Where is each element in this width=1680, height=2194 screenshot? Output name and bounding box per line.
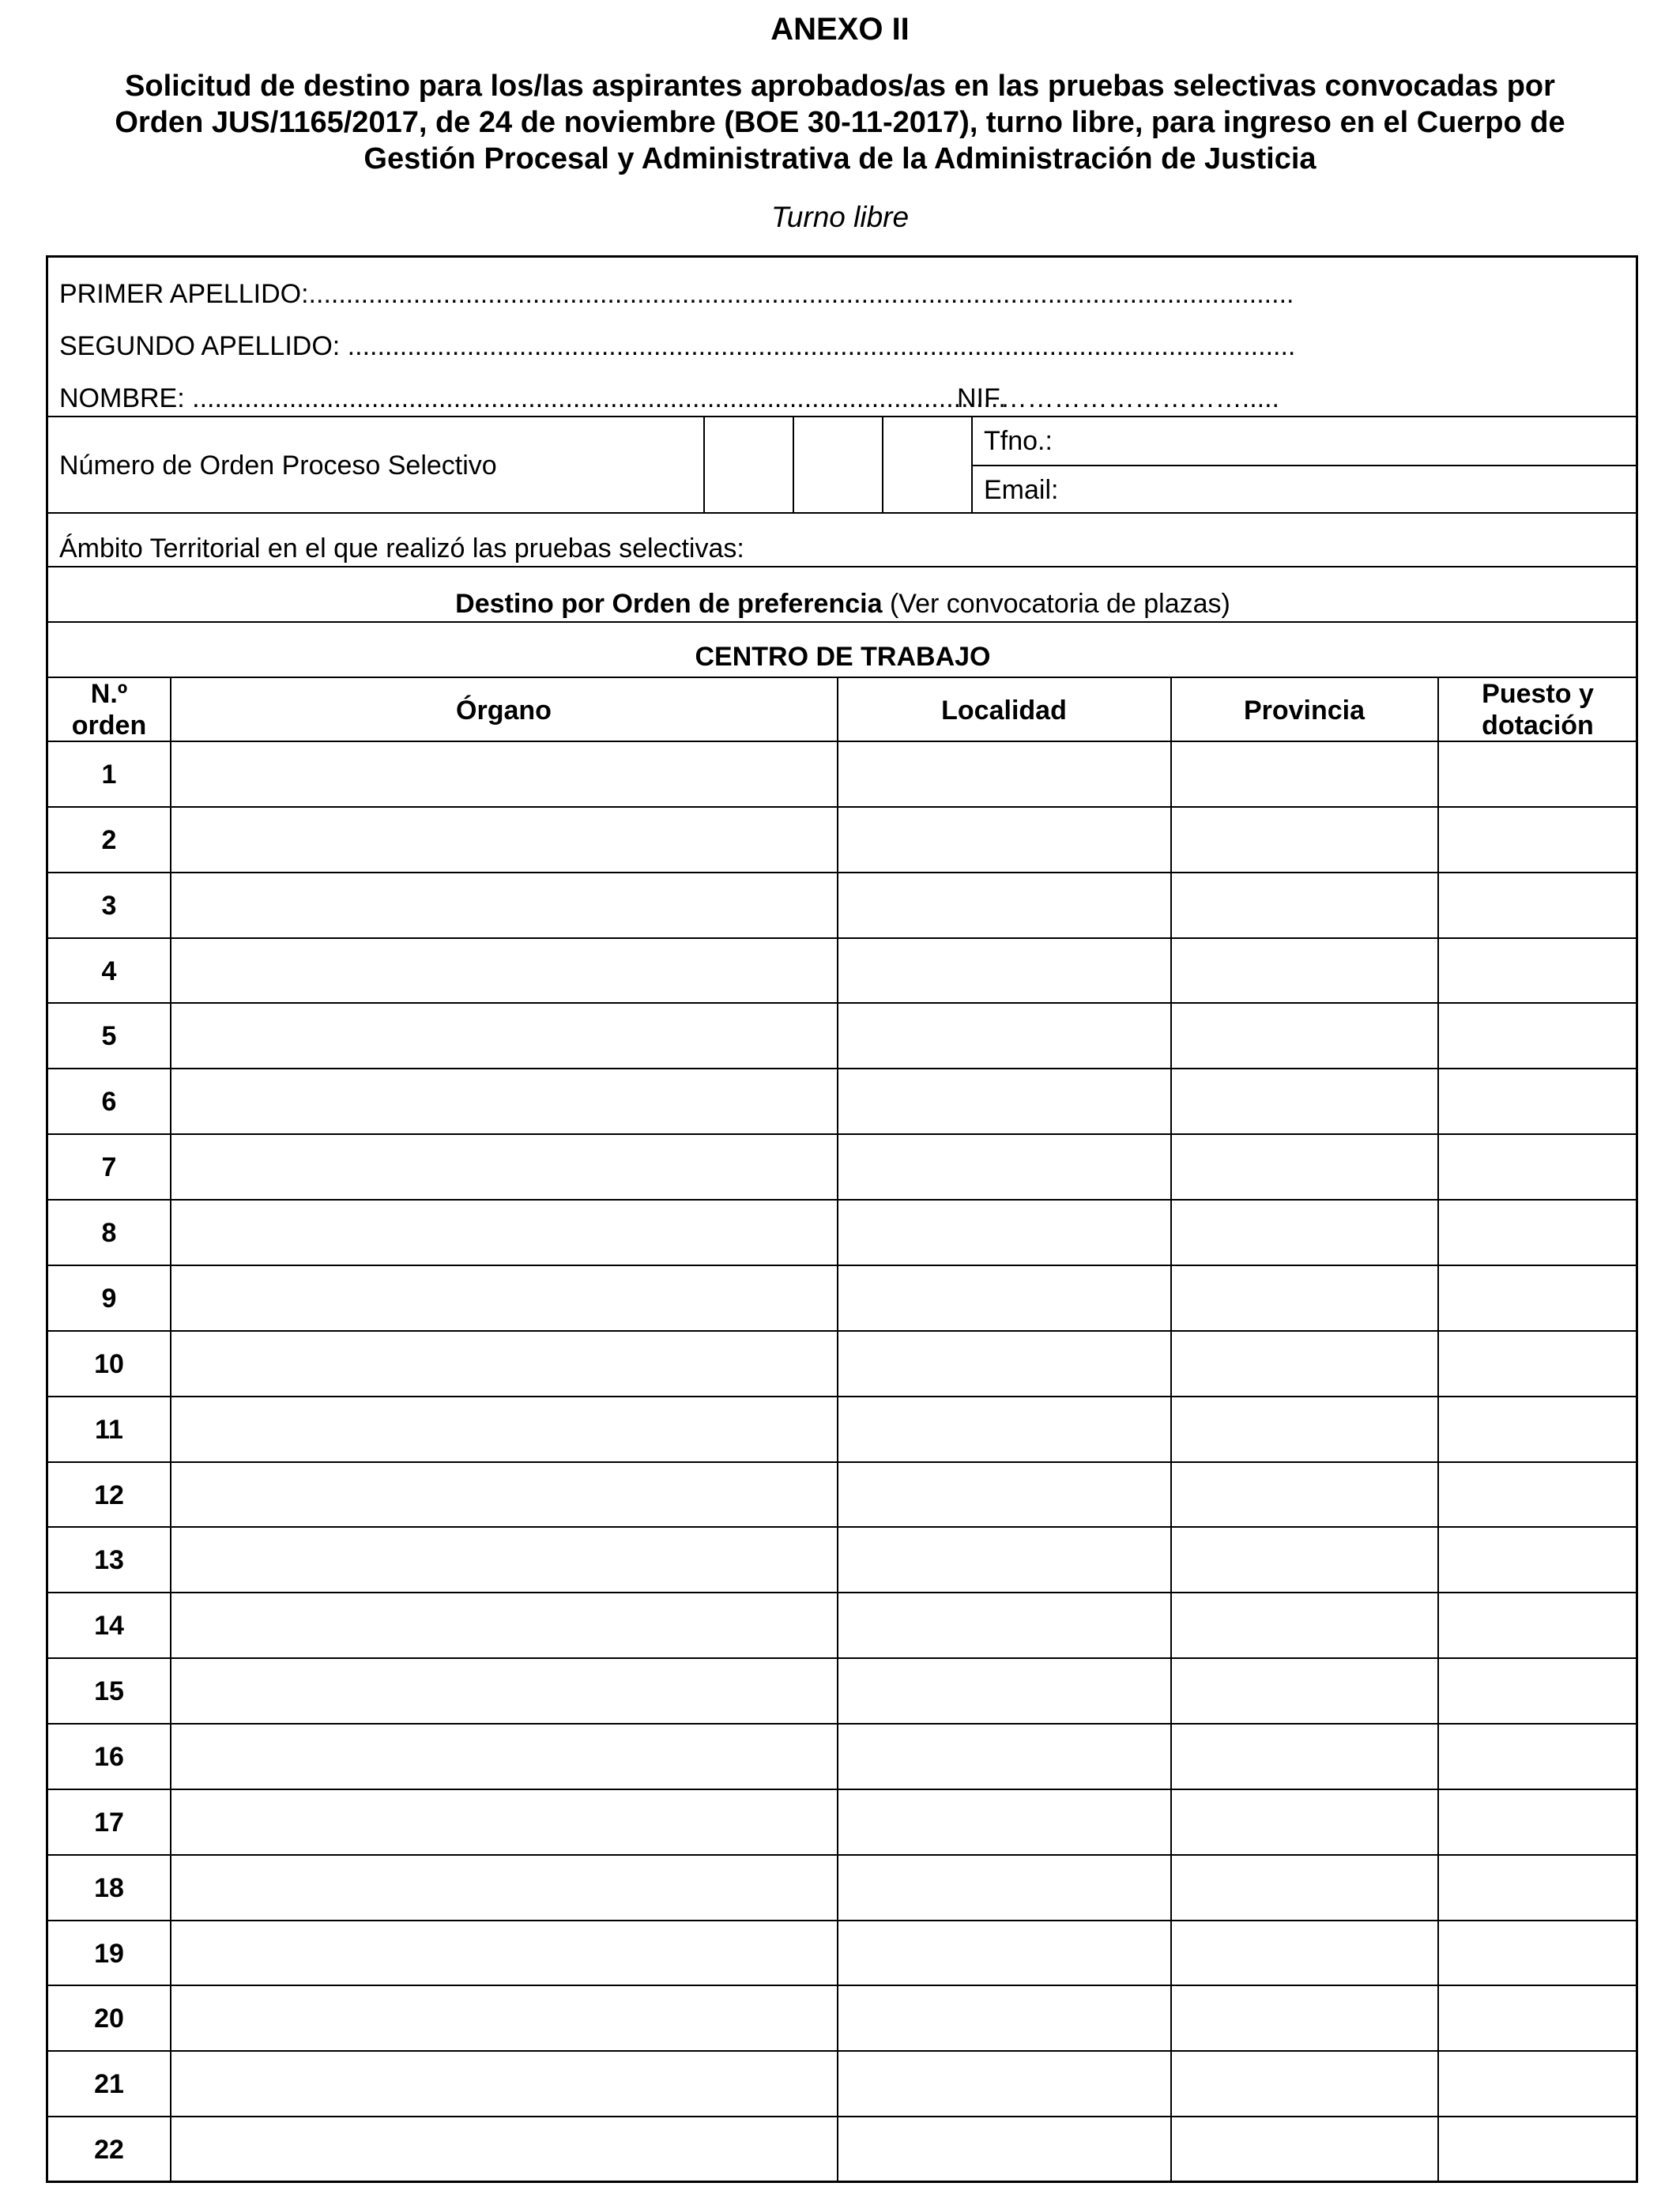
localidad-cell[interactable] xyxy=(838,1857,1170,1920)
row-number: 5 xyxy=(101,1021,117,1052)
puesto-cell[interactable] xyxy=(1439,874,1637,937)
divider xyxy=(48,566,1637,567)
email-field[interactable]: Email: xyxy=(984,475,1059,505)
organo-cell[interactable] xyxy=(171,1857,836,1920)
nombre-field[interactable]: NOMBRE: ............................................................................................................. xyxy=(59,383,1006,413)
provincia-cell[interactable] xyxy=(1172,1267,1437,1330)
provincia-cell[interactable] xyxy=(1172,1070,1437,1133)
row-number: 4 xyxy=(101,956,117,986)
provincia-cell[interactable] xyxy=(1172,1333,1437,1396)
table-row xyxy=(48,873,1637,939)
localidad-cell[interactable] xyxy=(838,940,1170,1003)
puesto-cell[interactable] xyxy=(1439,2053,1637,2116)
provincia-cell[interactable] xyxy=(1172,874,1437,937)
provincia-cell[interactable] xyxy=(1172,1857,1437,1920)
localidad-cell[interactable] xyxy=(838,809,1170,872)
organo-cell[interactable] xyxy=(171,2053,836,2116)
localidad-cell[interactable] xyxy=(838,1529,1170,1592)
organo-cell[interactable] xyxy=(171,1333,836,1396)
column-header-puesto-line-2: dotación xyxy=(1482,711,1594,741)
puesto-cell[interactable] xyxy=(1439,940,1637,1003)
organo-cell[interactable] xyxy=(171,1136,836,1199)
localidad-cell[interactable] xyxy=(838,2118,1170,2181)
organo-cell[interactable] xyxy=(171,1791,836,1854)
destino-heading-note: (Ver convocatoria de plazas) xyxy=(882,589,1230,619)
organo-cell[interactable] xyxy=(171,1922,836,1985)
table-row xyxy=(48,1201,1637,1266)
column-header-provincia: Provincia xyxy=(1243,696,1365,726)
subtitle-line-3: Gestión Procesal y Administrativa de la Administración de Justicia xyxy=(363,142,1317,175)
organo-cell[interactable] xyxy=(171,1660,836,1723)
puesto-cell[interactable] xyxy=(1439,1529,1637,1592)
puesto-cell[interactable] xyxy=(1439,1005,1637,1068)
provincia-cell[interactable] xyxy=(1172,1136,1437,1199)
organo-cell[interactable] xyxy=(171,1594,836,1657)
divider xyxy=(971,416,973,512)
localidad-cell[interactable] xyxy=(838,1987,1170,2050)
localidad-cell[interactable] xyxy=(838,1005,1170,1068)
destinations-table-body xyxy=(48,742,1637,2183)
provincia-cell[interactable] xyxy=(1172,1987,1437,2050)
provincia-cell[interactable] xyxy=(1172,1725,1437,1789)
row-number: 18 xyxy=(94,1872,124,1903)
table-row xyxy=(48,808,1637,873)
divider xyxy=(48,621,1637,623)
table-row xyxy=(48,1332,1637,1397)
table-row xyxy=(48,1528,1637,1593)
table-row xyxy=(48,1856,1637,1921)
column-header-puesto-line-1: Puesto y xyxy=(1482,679,1594,709)
puesto-cell[interactable] xyxy=(1439,1660,1637,1723)
column-header-localidad: Localidad xyxy=(941,696,1067,726)
primer-apellido-field[interactable]: PRIMER APELLIDO:.................................................................................................................................... xyxy=(59,279,1294,309)
numero-orden-label: Número de Orden Proceso Selectivo xyxy=(59,450,497,481)
localidad-cell[interactable] xyxy=(838,1398,1170,1461)
form-subtitle xyxy=(55,68,1625,177)
puesto-cell[interactable] xyxy=(1439,1267,1637,1330)
table-row xyxy=(48,1397,1637,1463)
organo-cell[interactable] xyxy=(171,1398,836,1461)
table-row xyxy=(48,1069,1637,1135)
row-number: 8 xyxy=(101,1218,117,1249)
row-number: 10 xyxy=(94,1348,124,1379)
application-form xyxy=(46,255,1638,2183)
row-number: 22 xyxy=(94,2135,124,2166)
numero-orden-box-1[interactable] xyxy=(705,417,792,511)
ambito-territorial-field[interactable]: Ámbito Territorial en el que realizó las pruebas selectivas: xyxy=(59,533,744,564)
destino-heading-bold: Destino por Orden de preferencia xyxy=(455,589,883,619)
row-number: 3 xyxy=(101,890,117,921)
table-row xyxy=(48,1725,1637,1790)
provincia-cell[interactable] xyxy=(1172,2118,1437,2181)
puesto-cell[interactable] xyxy=(1439,1987,1637,2050)
row-number: 20 xyxy=(94,2004,124,2034)
organo-cell[interactable] xyxy=(171,1725,836,1789)
table-row xyxy=(48,1004,1637,1069)
row-number: 13 xyxy=(94,1545,124,1576)
provincia-cell[interactable] xyxy=(1172,1464,1437,1527)
localidad-cell[interactable] xyxy=(838,1791,1170,1854)
column-header-numero-line-2: orden xyxy=(71,711,147,741)
row-number: 2 xyxy=(101,824,117,855)
row-number: 9 xyxy=(101,1283,117,1314)
localidad-cell[interactable] xyxy=(838,1660,1170,1723)
provincia-cell[interactable] xyxy=(1172,809,1437,872)
divider xyxy=(971,465,1637,466)
divider xyxy=(48,677,1637,678)
nif-field[interactable]: NIF………………………..... xyxy=(957,383,1279,413)
divider xyxy=(48,512,1637,514)
provincia-cell[interactable] xyxy=(1172,2053,1437,2116)
puesto-cell[interactable] xyxy=(1439,1791,1637,1854)
puesto-cell[interactable] xyxy=(1439,2118,1637,2181)
table-row xyxy=(48,1659,1637,1725)
row-number: 7 xyxy=(101,1152,117,1183)
localidad-cell[interactable] xyxy=(838,1922,1170,1985)
organo-cell[interactable] xyxy=(171,874,836,937)
subtitle-line-1: Solicitud de destino para los/las aspirantes aprobados/as en las pruebas selectivas convocadas por xyxy=(125,70,1555,103)
table-row xyxy=(48,1921,1637,1987)
puesto-cell[interactable] xyxy=(1439,1725,1637,1789)
table-row xyxy=(48,1135,1637,1201)
table-row xyxy=(48,2117,1637,2183)
page-title: ANEXO II xyxy=(770,12,910,47)
organo-cell[interactable] xyxy=(171,809,836,872)
puesto-cell[interactable] xyxy=(1439,1857,1637,1920)
provincia-cell[interactable] xyxy=(1172,1529,1437,1592)
column-header-organo: Órgano xyxy=(456,696,552,726)
localidad-cell[interactable] xyxy=(838,743,1170,806)
organo-cell[interactable] xyxy=(171,1267,836,1330)
localidad-cell[interactable] xyxy=(838,1594,1170,1657)
localidad-cell[interactable] xyxy=(838,1070,1170,1133)
organo-cell[interactable] xyxy=(171,743,836,806)
segundo-apellido-field[interactable]: SEGUNDO APELLIDO: ............................................................................................................................... xyxy=(59,331,1296,361)
localidad-cell[interactable] xyxy=(838,1267,1170,1330)
organo-cell[interactable] xyxy=(171,2118,836,2181)
localidad-cell[interactable] xyxy=(838,1333,1170,1396)
provincia-cell[interactable] xyxy=(1172,1005,1437,1068)
provincia-cell[interactable] xyxy=(1172,1201,1437,1265)
localidad-cell[interactable] xyxy=(838,2053,1170,2116)
destino-heading xyxy=(48,588,1637,620)
row-number: 12 xyxy=(94,1480,124,1510)
organo-cell[interactable] xyxy=(171,1529,836,1592)
localidad-cell[interactable] xyxy=(838,874,1170,937)
centro-trabajo-heading: CENTRO DE TRABAJO xyxy=(695,642,991,672)
organo-cell[interactable] xyxy=(171,1464,836,1527)
column-header-numero xyxy=(48,678,170,741)
puesto-cell[interactable] xyxy=(1439,1201,1637,1265)
table-row xyxy=(48,2052,1637,2117)
provincia-cell[interactable] xyxy=(1172,1922,1437,1985)
organo-cell[interactable] xyxy=(171,1201,836,1265)
table-row xyxy=(48,1593,1637,1659)
localidad-cell[interactable] xyxy=(838,1725,1170,1789)
table-row xyxy=(48,1266,1637,1332)
column-header-numero-line-1: N.º xyxy=(90,679,128,709)
table-row xyxy=(48,1986,1637,2052)
puesto-cell[interactable] xyxy=(1439,1070,1637,1133)
turno-label: Turno libre xyxy=(770,201,910,233)
provincia-cell[interactable] xyxy=(1172,743,1437,806)
localidad-cell[interactable] xyxy=(838,1136,1170,1199)
column-header-puesto xyxy=(1438,678,1637,741)
subtitle-line-2: Orden JUS/1165/2017, de 24 de noviembre (BOE 30-11-2017), turno libre, para ingreso en el Cuerpo de xyxy=(115,106,1565,139)
provincia-cell[interactable] xyxy=(1172,1791,1437,1854)
localidad-cell[interactable] xyxy=(838,1201,1170,1265)
puesto-cell[interactable] xyxy=(1439,809,1637,872)
puesto-cell[interactable] xyxy=(1439,743,1637,806)
table-row xyxy=(48,1790,1637,1856)
table-row xyxy=(48,1463,1637,1529)
row-number: 19 xyxy=(94,1938,124,1969)
organo-cell[interactable] xyxy=(171,940,836,1003)
organo-cell[interactable] xyxy=(171,1987,836,2050)
row-number: 11 xyxy=(95,1414,123,1445)
row-number: 15 xyxy=(94,1676,124,1707)
organo-cell[interactable] xyxy=(171,1005,836,1068)
row-number: 16 xyxy=(94,1741,124,1772)
puesto-cell[interactable] xyxy=(1439,1594,1637,1657)
row-number: 6 xyxy=(101,1087,117,1118)
provincia-cell[interactable] xyxy=(1172,940,1437,1003)
tfno-field[interactable]: Tfno.: xyxy=(984,426,1053,456)
puesto-cell[interactable] xyxy=(1439,1136,1637,1199)
row-number: 17 xyxy=(94,1807,124,1838)
provincia-cell[interactable] xyxy=(1172,1594,1437,1657)
numero-orden-box-3[interactable] xyxy=(883,417,970,511)
table-row xyxy=(48,742,1637,808)
localidad-cell[interactable] xyxy=(838,1464,1170,1527)
table-row xyxy=(48,939,1637,1005)
row-number: 1 xyxy=(101,760,117,790)
row-number: 14 xyxy=(94,1611,124,1642)
provincia-cell[interactable] xyxy=(1172,1660,1437,1723)
puesto-cell[interactable] xyxy=(1439,1464,1637,1527)
row-number: 21 xyxy=(94,2069,124,2100)
puesto-cell[interactable] xyxy=(1439,1398,1637,1461)
puesto-cell[interactable] xyxy=(1439,1333,1637,1396)
provincia-cell[interactable] xyxy=(1172,1398,1437,1461)
numero-orden-box-2[interactable] xyxy=(794,417,881,511)
puesto-cell[interactable] xyxy=(1439,1922,1637,1985)
organo-cell[interactable] xyxy=(171,1070,836,1133)
